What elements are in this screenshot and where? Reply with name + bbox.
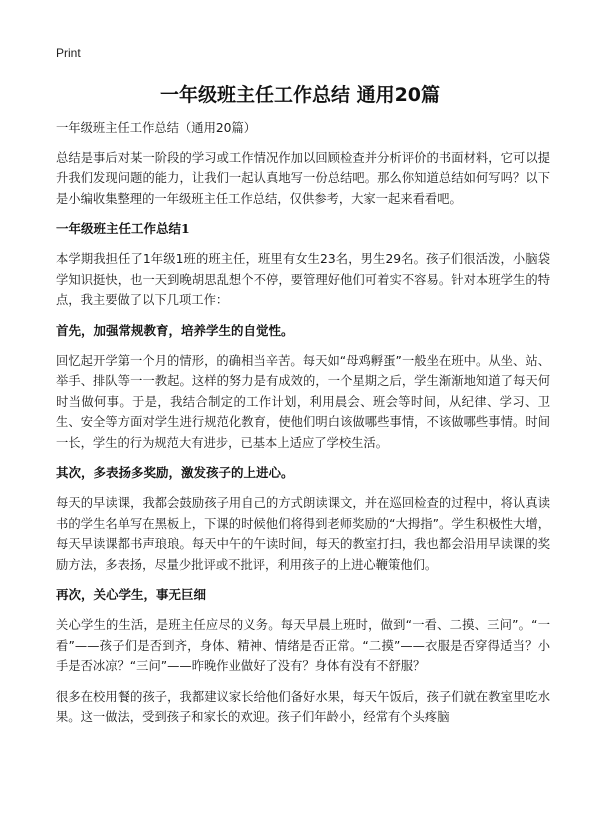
document-body (56, 118, 550, 738)
point3-heading: 再次，关心学生，事无巨细 (56, 587, 207, 602)
page-title: 一年级班主任工作总结 通用20篇 (159, 84, 441, 106)
point3-paragraph-1: 关心学生的生活，是班主任应尽的义务。每天早晨上班时，做到“一看、二摸、三问”。“一看”——孩子们是否到齐，身体、精神、情绪是否正常。“二摸”——衣服是否穿得适当？小手是否冰凉？“三问”——昨晚作业做好了没有？身体有没有不舒服？ (56, 618, 550, 673)
point3-paragraph-2: 很多在校用餐的孩子，我都建议家长给他们备好水果，每天午饭后，孩子们就在教室里吃水果。这一做法，受到孩子和家长的欢迎。孩子们年龄小，经常有个头疼脑 (56, 689, 550, 724)
point1-paragraph: 回忆起开学第一个月的情形，的确相当辛苦。每天如“母鸡孵蛋”一般坐在班中。从坐、站、举手、排队等一一教起。这样的努力是有成效的，一个星期之后，学生渐渐地知道了每天何时当做何事。于是，我结合制定的工作计划，利用晨会、班会等时间，从纪律、学习、卫生、安全等方面对学生进行规范化教育，使他们明白该做哪些事情，不该做哪些事情。时间一长，学生的行为规范大有进步，已基本上适应了学校生活。 (56, 353, 550, 450)
point1-heading: 首先，加强常规教育，培养学生的自觉性。 (56, 322, 294, 338)
section1-paragraph: 本学期我担任了1年级1班的班主任，班里有女生23名，男生29名。孩子们很活泼，小脑袋学知识挺快，也一天到晚胡思乱想个不停，要管理好他们可着实不容易。针对本班学生的特点，我主要做了以下几项工作： (56, 252, 550, 307)
section-heading-1: 一年级班主任工作总结1 (56, 221, 190, 236)
point2-paragraph: 每天的早读课，我都会鼓励孩子用自己的方式朗读课文，并在巡回检查的过程中，将认真读书的学生名单写在黑板上，下课的时候他们将得到老师奖励的“大拇指”。学生积极性大增，每天早读课都书声琅琅。每天中午的午读时间，每天的教室打扫，我也都会沿用早读课的奖励方法，多表扬，尽量少批评或不批评，利用孩子的上进心鞭策他们。 (56, 496, 550, 572)
intro-paragraph: 总结是事后对某一阶段的学习或工作情况作加以回顾检查并分析评价的书面材料，它可以提升我们发现问题的能力，让我们一起认真地写一份总结吧。那么你知道总结如何写吗？以下是小编收集整理的一年级班主任工作总结，仅供参考，大家一起来看看吧。 (56, 150, 550, 206)
print-label: Print (56, 46, 81, 60)
point2-heading: 其次，多表扬多奖励，激发孩子的上进心。 (56, 465, 294, 480)
document-subtitle: 一年级班主任工作总结（通用20篇） (56, 121, 257, 135)
